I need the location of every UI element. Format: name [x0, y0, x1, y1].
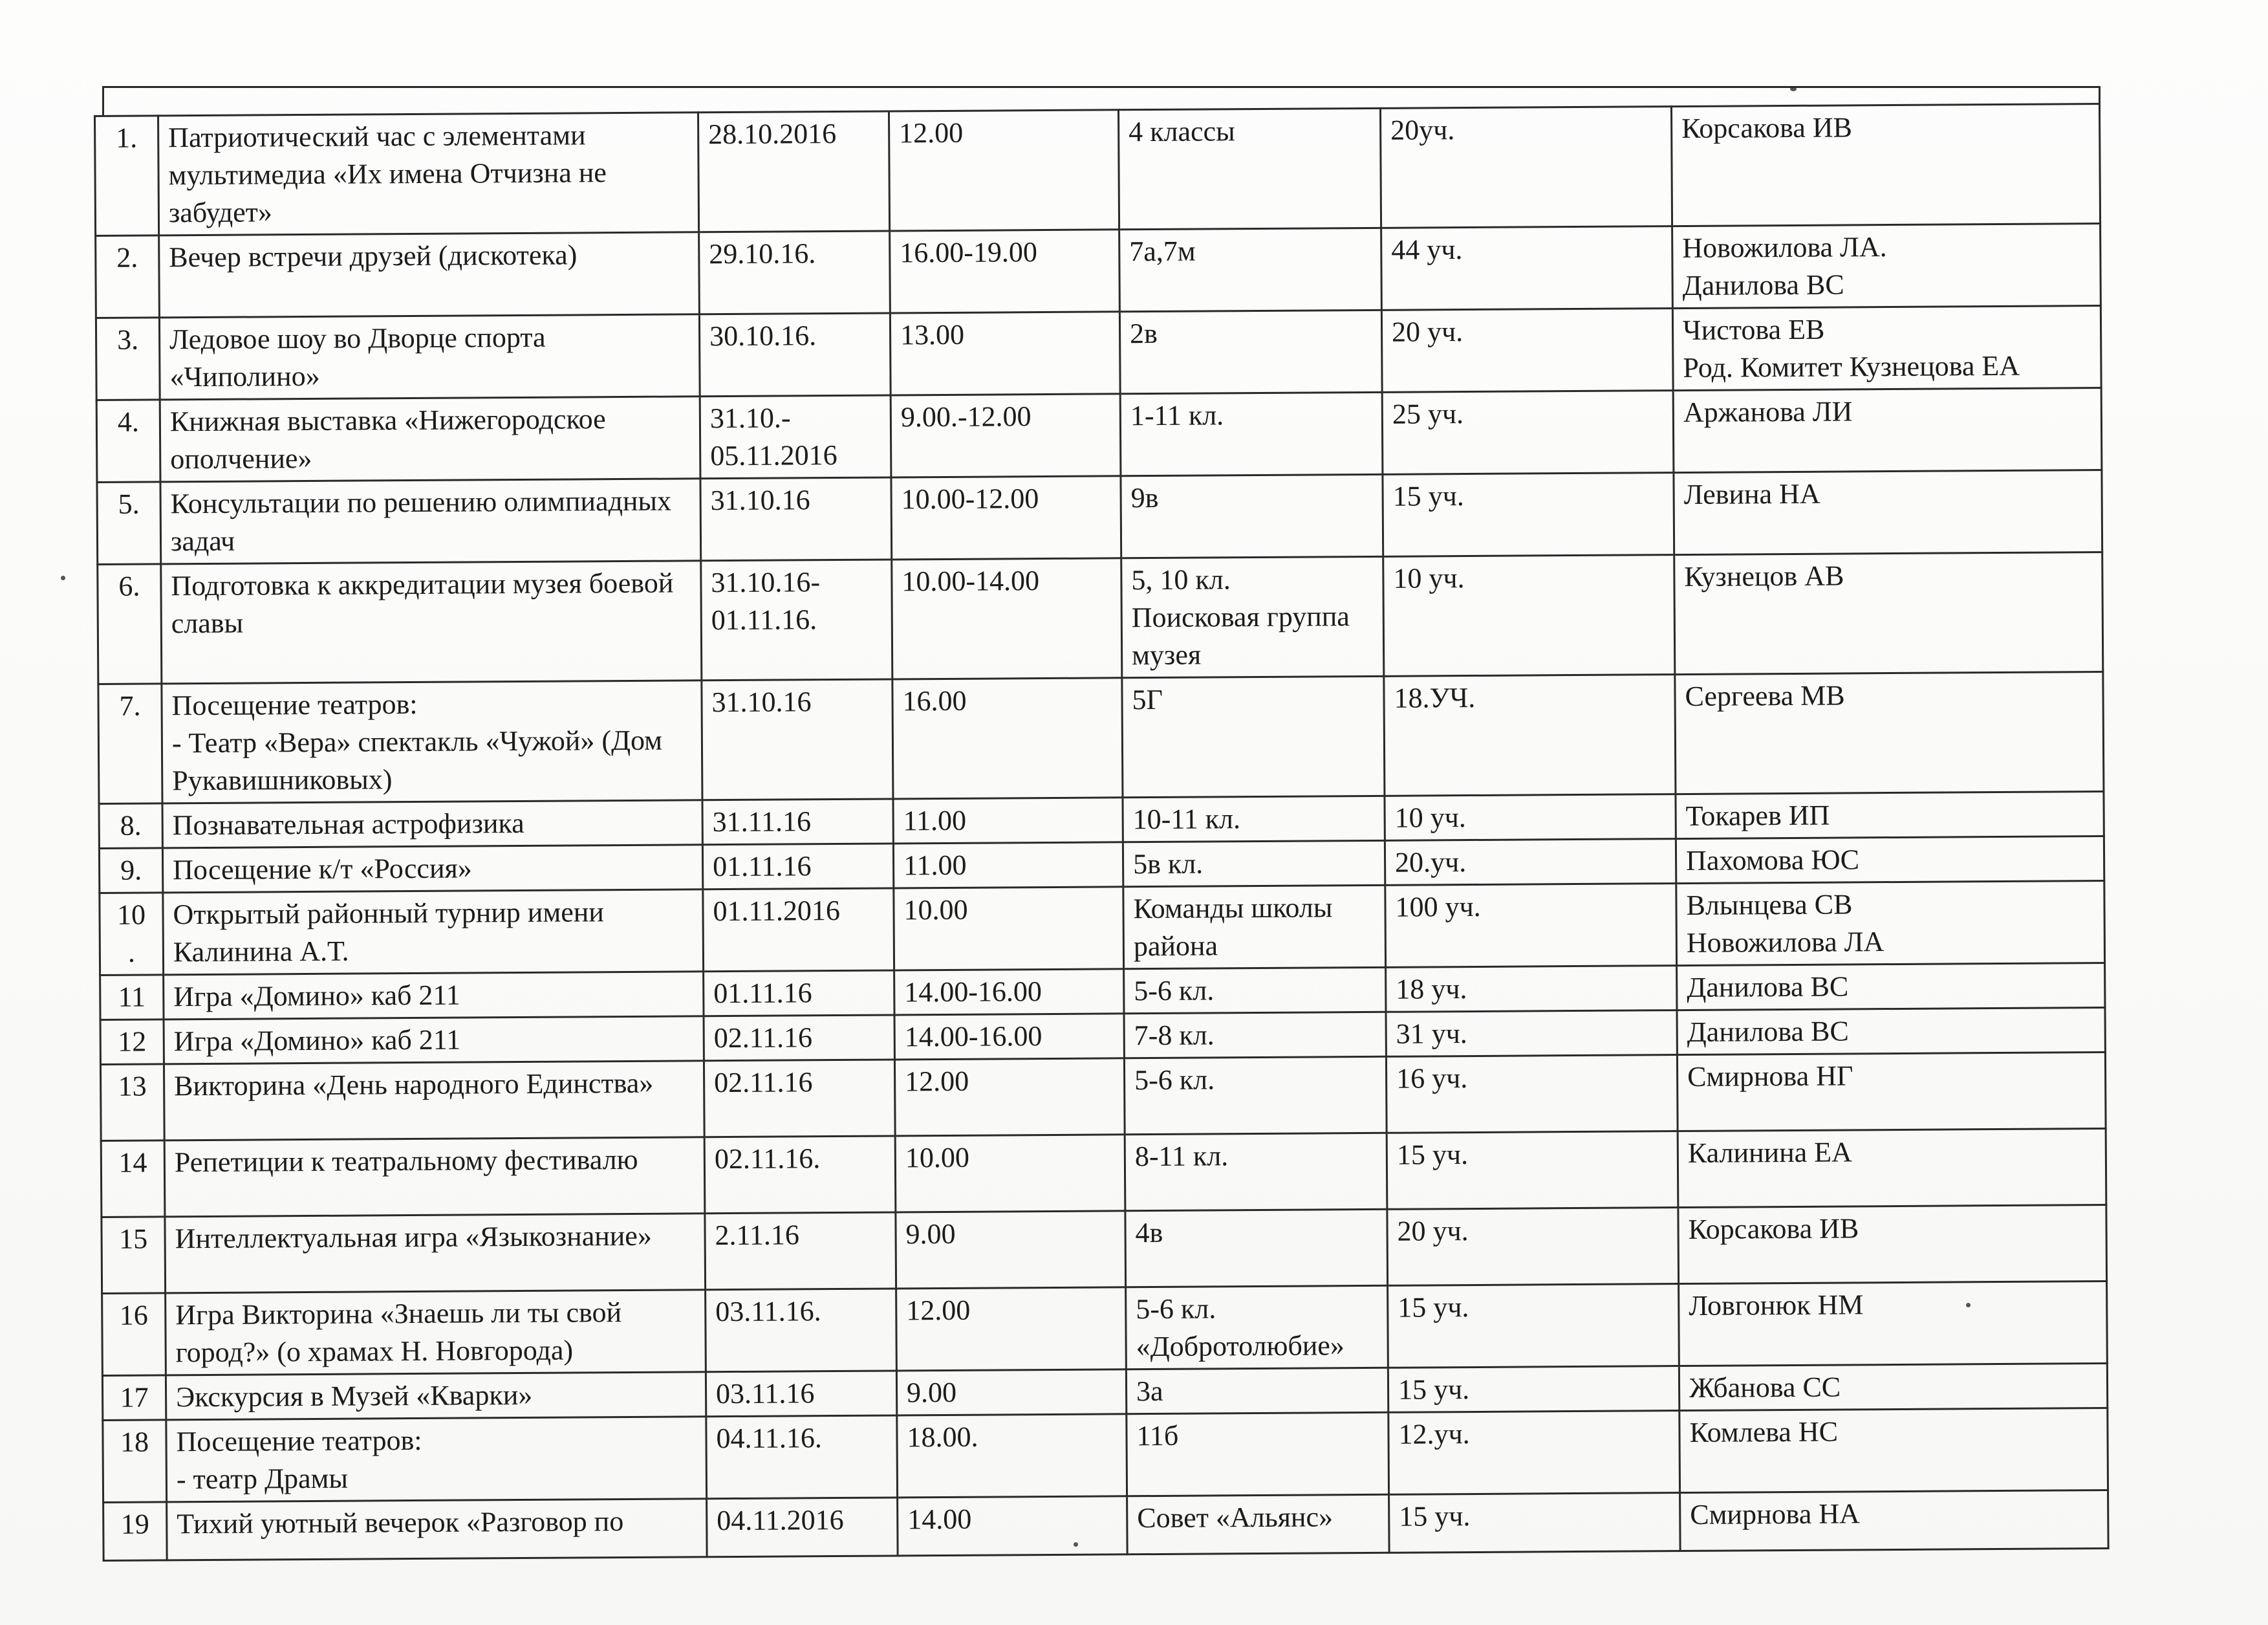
- participant-group-cell: 8-11 кл.: [1125, 1133, 1387, 1210]
- table-row: [100, 881, 2105, 976]
- row-number-cell: 19: [103, 1502, 167, 1561]
- event-date-cell: 01.11.2016: [703, 888, 894, 972]
- table-row: [101, 1129, 2106, 1217]
- participant-group-cell: 11б: [1127, 1412, 1389, 1496]
- responsible-person-cell: Калинина ЕА: [1678, 1129, 2106, 1208]
- participant-group-cell: 5в кл.: [1123, 840, 1385, 886]
- table-row: [103, 1408, 2108, 1503]
- event-time-cell: 9.00.-12.00: [891, 394, 1121, 477]
- event-date-cell: 01.11.16: [702, 844, 893, 889]
- event-schedule-table: [94, 103, 2110, 1562]
- responsible-person-cell: Кузнецов АВ: [1674, 552, 2103, 675]
- event-time-cell: 14.00-16.00: [894, 969, 1124, 1015]
- participant-count-cell: 20уч.: [1380, 107, 1672, 228]
- event-time-cell: 9.00: [896, 1369, 1126, 1415]
- participant-count-cell: 15 уч.: [1389, 1493, 1681, 1553]
- event-time-cell: 14.00: [898, 1496, 1128, 1556]
- participant-count-cell: 18 уч.: [1386, 966, 1677, 1012]
- table-row: [103, 1490, 2108, 1561]
- participant-count-cell: 20 уч.: [1381, 309, 1673, 393]
- event-date-cell: 31.10.16: [702, 679, 893, 800]
- responsible-person-cell: Новожилова ЛА. Данилова ВС: [1672, 224, 2101, 309]
- table-row: [102, 1281, 2108, 1376]
- event-title-cell: Посещение к/т «Россия»: [162, 845, 702, 893]
- responsible-person-cell: Смирнова НГ: [1677, 1052, 2106, 1131]
- event-date-cell: 29.10.16.: [699, 231, 891, 314]
- event-time-cell: 12.00: [894, 1058, 1125, 1136]
- row-number-cell: 2.: [96, 235, 160, 318]
- event-title-cell: Подготовка к аккредитации музея боевой славы: [161, 561, 702, 684]
- event-date-cell: 02.11.16.: [704, 1136, 896, 1214]
- event-title-cell: Открытый районный турнир имени Калинина А.Т.: [163, 889, 704, 975]
- event-date-cell: 31.10.16- 01.11.16.: [701, 560, 892, 681]
- responsible-person-cell: Жбанова СС: [1679, 1364, 2107, 1411]
- row-number-cell: 9.: [99, 848, 162, 893]
- participant-group-cell: 4в: [1125, 1209, 1388, 1287]
- row-number-cell: 4.: [96, 400, 160, 483]
- participant-count-cell: 31 уч.: [1386, 1010, 1677, 1057]
- event-date-cell: 03.11.16: [706, 1371, 896, 1417]
- event-date-cell: 31.10.- 05.11.2016: [700, 395, 891, 479]
- table-row: [98, 672, 2104, 804]
- row-number-cell: 13: [100, 1064, 164, 1141]
- row-number-cell: 3.: [96, 318, 160, 400]
- event-time-cell: 16.00: [892, 678, 1123, 799]
- responsible-person-cell: Токарев ИП: [1676, 792, 2104, 839]
- event-time-cell: 13.00: [890, 312, 1120, 395]
- participant-count-cell: 15 уч.: [1383, 473, 1674, 557]
- responsible-person-cell: Корсакова ИВ: [1678, 1205, 2107, 1284]
- row-number-cell: 6.: [98, 564, 162, 684]
- event-time-cell: 10.00: [895, 1135, 1125, 1212]
- participant-group-cell: Совет «Альянс»: [1127, 1494, 1390, 1554]
- responsible-person-cell: Влынцева СВ Новожилова ЛА: [1676, 881, 2105, 966]
- participant-count-cell: 18.УЧ.: [1384, 675, 1676, 796]
- participant-group-cell: 5Г: [1122, 676, 1385, 797]
- responsible-person-cell: Смирнова НА: [1680, 1490, 2109, 1551]
- participant-group-cell: 9в: [1121, 474, 1383, 558]
- event-date-cell: 28.10.2016: [698, 111, 889, 232]
- participant-count-cell: 16 уч.: [1386, 1055, 1678, 1133]
- event-date-cell: 02.11.16: [704, 1060, 895, 1137]
- event-date-cell: 2.11.16: [705, 1212, 896, 1290]
- participant-group-cell: 10-11 кл.: [1123, 796, 1385, 842]
- responsible-person-cell: Комлева НС: [1679, 1408, 2108, 1493]
- participant-count-cell: 12.уч.: [1388, 1411, 1680, 1495]
- participant-group-cell: 3а: [1126, 1368, 1388, 1413]
- participant-count-cell: 10 уч.: [1383, 555, 1675, 677]
- table-row: [100, 1052, 2106, 1141]
- responsible-person-cell: Сергеева МВ: [1675, 672, 2104, 794]
- event-date-cell: 04.11.2016: [707, 1498, 898, 1557]
- event-time-cell: 12.00: [889, 110, 1119, 231]
- row-number-cell: 7.: [98, 684, 162, 804]
- participant-group-cell: 5-6 кл.: [1124, 1056, 1387, 1134]
- event-date-cell: 02.11.16: [704, 1015, 894, 1061]
- event-title-cell: Тихий уютный вечерок «Разговор по: [167, 1499, 707, 1560]
- participant-group-cell: 5-6 кл.: [1124, 967, 1386, 1013]
- table-row: [96, 388, 2102, 483]
- row-number-cell: 14: [101, 1140, 165, 1217]
- participant-count-cell: 25 уч.: [1382, 391, 1674, 475]
- responsible-person-cell: Аржанова ЛИ: [1673, 388, 2102, 473]
- table-row: [96, 224, 2101, 318]
- participant-count-cell: 15 уч.: [1387, 1131, 1678, 1210]
- event-time-cell: 10.00-12.00: [891, 476, 1121, 560]
- event-title-cell: Посещение театров: - театр Драмы: [166, 1417, 707, 1502]
- event-time-cell: 10.00: [894, 887, 1124, 970]
- row-number-cell: 5.: [97, 482, 161, 565]
- participant-count-cell: 10 уч.: [1385, 794, 1676, 841]
- event-title-cell: Игра «Домино» каб 211: [164, 972, 704, 1020]
- event-time-cell: 18.00.: [897, 1414, 1127, 1498]
- event-title-cell: Игра «Домино» каб 211: [164, 1016, 704, 1064]
- participant-group-cell: Команды школы района: [1123, 885, 1386, 968]
- row-number-cell: 16: [102, 1293, 166, 1376]
- table-row: [97, 470, 2102, 565]
- event-time-cell: 11.00: [893, 842, 1123, 888]
- event-title-cell: Репетиции к театральному фестивалю: [164, 1137, 705, 1217]
- event-time-cell: 14.00-16.00: [894, 1014, 1124, 1060]
- event-title-cell: Посещение театров: - Театр «Вера» спектакль «Чужой» (Дом Рукавишниковых): [162, 681, 702, 803]
- participant-group-cell: 7-8 кл.: [1124, 1012, 1386, 1058]
- row-number-cell: 11: [100, 975, 164, 1020]
- participant-group-cell: 5-6 кл. «Добротолюбие»: [1126, 1285, 1388, 1369]
- participant-count-cell: 44 уч.: [1381, 226, 1673, 311]
- responsible-person-cell: Ловгонюк НМ: [1679, 1281, 2108, 1366]
- participant-group-cell: 1-11 кл.: [1120, 392, 1383, 475]
- event-title-cell: Вечер встречи друзей (дискотека): [159, 232, 700, 318]
- responsible-person-cell: Пахомова ЮС: [1676, 836, 2104, 884]
- row-number-cell: 10 .: [100, 893, 164, 976]
- event-title-cell: Викторина «День народного Единства»: [164, 1061, 704, 1140]
- event-date-cell: 01.11.16: [704, 970, 894, 1016]
- table-row: [102, 1205, 2107, 1294]
- event-title-cell: Патриотический час с элементами мультимедиа «Их имена Отчизна не забудет»: [158, 113, 699, 235]
- participant-count-cell: 20 уч.: [1387, 1208, 1679, 1286]
- event-title-cell: Познавательная астрофизика: [162, 800, 702, 848]
- table-row: [98, 552, 2103, 684]
- participant-count-cell: 15 уч.: [1388, 1284, 1679, 1368]
- row-number-cell: 17: [102, 1375, 166, 1421]
- event-title-cell: Экскурсия в Музей «Кварки»: [166, 1372, 706, 1420]
- participant-group-cell: 7а,7м: [1119, 228, 1382, 311]
- event-title-cell: Игра Викторина «Знаешь ли ты свой город?» (о храмах Н. Новгорода): [166, 1290, 706, 1375]
- participant-count-cell: 100 уч.: [1385, 884, 1677, 968]
- event-date-cell: 04.11.16.: [706, 1415, 898, 1499]
- table-row: [95, 104, 2101, 236]
- row-number-cell: 18: [103, 1420, 167, 1503]
- event-time-cell: 10.00-14.00: [892, 558, 1122, 679]
- row-number-cell: 12: [100, 1020, 164, 1065]
- responsible-person-cell: Левина НА: [1674, 470, 2102, 555]
- responsible-person-cell: Чистова ЕВ Род. Комитет Кузнецова ЕА: [1672, 306, 2101, 391]
- scan-speck: [61, 576, 65, 580]
- event-title-cell: Консультации по решению олимпиадных задач: [160, 479, 701, 564]
- responsible-person-cell: Корсакова ИВ: [1671, 104, 2100, 226]
- event-title-cell: Книжная выставка «Нижегородское ополчение»: [160, 397, 700, 482]
- participant-group-cell: 2в: [1119, 310, 1382, 393]
- row-number-cell: 15: [102, 1217, 166, 1294]
- responsible-person-cell: Данилова ВС: [1677, 1008, 2105, 1055]
- row-number-cell: 1.: [95, 116, 159, 236]
- participant-count-cell: 20.уч.: [1385, 839, 1676, 886]
- participant-group-cell: 4 классы: [1118, 108, 1381, 229]
- event-time-cell: 12.00: [896, 1287, 1127, 1371]
- event-time-cell: 16.00-19.00: [890, 230, 1120, 313]
- row-number-cell: 8.: [99, 803, 162, 849]
- event-time-cell: 9.00: [896, 1211, 1126, 1289]
- event-date-cell: 30.10.16.: [699, 313, 891, 397]
- event-date-cell: 31.10.16: [700, 477, 892, 561]
- event-time-cell: 11.00: [893, 798, 1123, 844]
- event-title-cell: Интеллектуальная игра «Языкознание»: [165, 1214, 706, 1293]
- event-date-cell: 31.11.16: [702, 799, 893, 845]
- event-title-cell: Ледовое шоу во Дворце спорта «Чиполино»: [159, 314, 700, 400]
- event-date-cell: 03.11.16.: [706, 1289, 897, 1372]
- responsible-person-cell: Данилова ВС: [1677, 963, 2105, 1010]
- table-row: [96, 306, 2101, 400]
- participant-group-cell: 5, 10 кл. Поисковая группа музея: [1121, 556, 1384, 677]
- participant-count-cell: 15 уч.: [1388, 1366, 1679, 1413]
